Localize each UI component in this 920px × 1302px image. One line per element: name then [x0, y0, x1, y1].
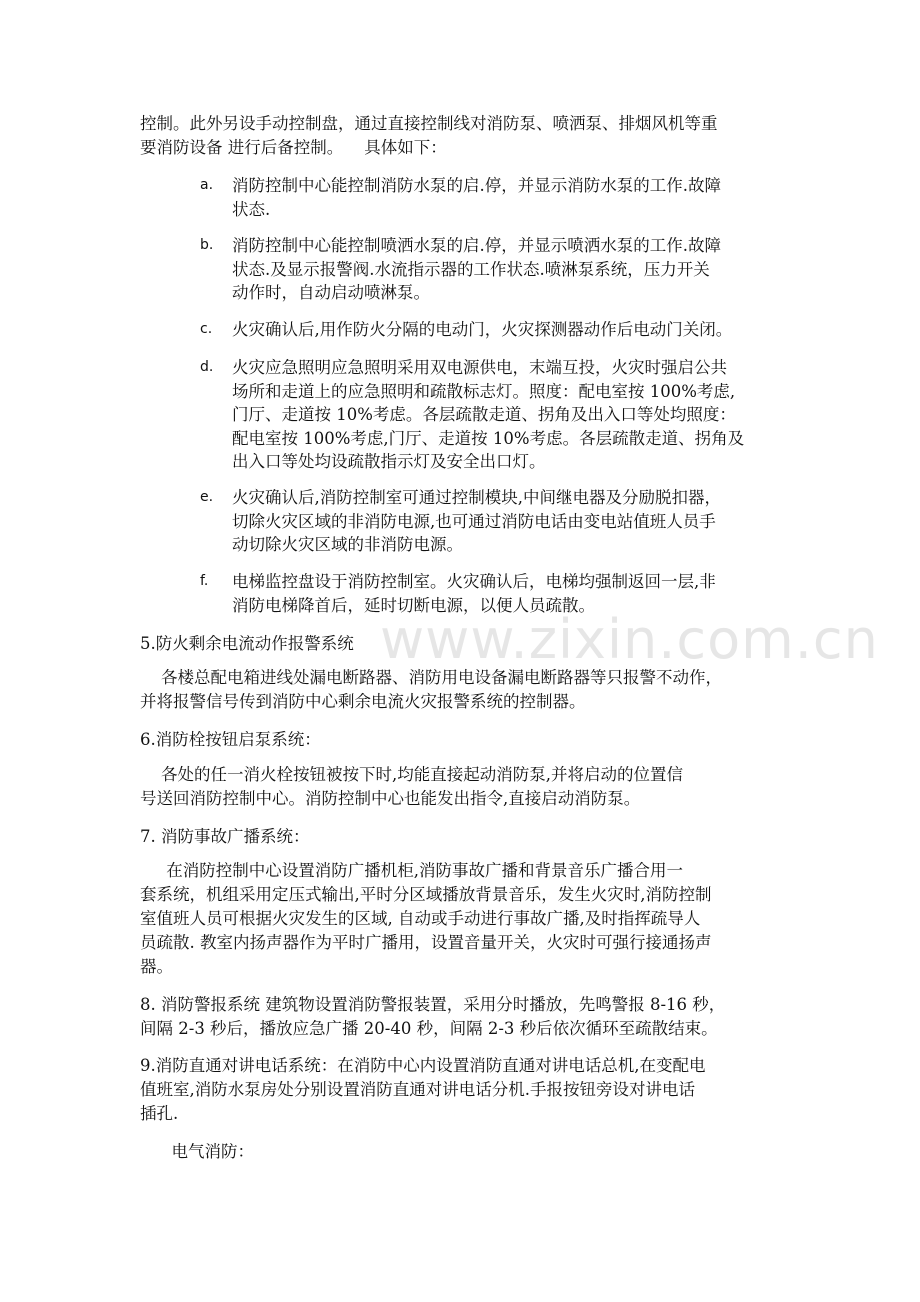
text-line: 状态. — [232, 199, 271, 219]
section-heading: 5.防火剩余电流动作报警系统 — [140, 634, 354, 653]
text-line: 场所和走道上的应急照明和疏散标志灯。照度：配电室按 100%考虑, — [232, 381, 736, 401]
text-line: 器。 — [140, 957, 173, 976]
text-line: 号送回消防控制中心。消防控制中心也能发出指令,直接启动消防泵。 — [140, 789, 641, 808]
section-8 — [140, 993, 795, 1041]
text-line: 电气消防： — [140, 1142, 254, 1161]
section-heading: 6.消防栓按钮启泵系统： — [140, 730, 321, 749]
text-line: 消防控制中心能控制消防水泵的启.停，并显示消防水泵的工作.故障 — [232, 176, 721, 195]
text-line: 套系统，机组采用定压式输出,平时分区域播放背景音乐，发生火灾时,消防控制 — [140, 885, 712, 904]
section-5-body — [140, 666, 795, 714]
watermark: www.zixin.com.cn — [380, 608, 879, 671]
list-marker: b. — [200, 237, 214, 253]
text-line: 插孔. — [140, 1104, 179, 1123]
section-6-title — [140, 728, 795, 752]
list-item-f — [200, 570, 800, 617]
text-line: 动作时，自动启动喷淋泵。 — [232, 283, 430, 302]
list-marker: d. — [200, 359, 214, 375]
text-line: 间隔 2-3 秒后，播放应急广播 20-40 秒，间隔 2-3 秒后依次循环至疏散结束。 — [140, 1019, 718, 1038]
section-7-title — [140, 825, 795, 849]
text-line: 配电室按 100%考虑,门厅、走道按 10%考虑。各层疏散走道、拐角及 — [232, 428, 745, 448]
intro-paragraph — [140, 112, 795, 160]
text-line: 门厅、走道按 10%考虑。各层疏散走道、拐角及出入口等处均照度： — [232, 405, 736, 424]
text-line: 值班室,消防水泵房处分别设置消防直通对讲电话分机.手报按钮旁设对讲电话 — [140, 1080, 695, 1099]
text-line: 消防控制中心能控制喷洒水泵的启.停，并显示喷洒水泵的工作.故障 — [232, 236, 721, 255]
text-line: 在消防控制中心设置消防广播机柜,消防事故广播和背景音乐广播合用一 — [140, 861, 683, 880]
list-marker: c. — [200, 321, 213, 337]
section-6-body — [140, 763, 795, 811]
text-line: 出入口等处均设疏散指示灯及安全出口灯。 — [232, 452, 546, 471]
section-heading: 7. 消防事故广播系统： — [140, 827, 310, 846]
text-line: 火灾确认后,消防控制室可通过控制模块,中间继电器及分励脱扣器， — [232, 488, 721, 507]
section-7-body — [140, 859, 795, 979]
text-line: 控制。此外另设手动控制盘，通过直接控制线对消防泵、喷洒泵、排烟风机等重 — [140, 114, 718, 133]
list-item-e — [200, 486, 800, 557]
text-line: 室值班人员可根据火灾发生的区域, 自动或手动进行事故广播,及时指挥疏导人 — [140, 909, 701, 928]
text-line: 火灾确认后,用作防火分隔的电动门，火灾探测器动作后电动门关闭。 — [232, 320, 733, 339]
list-marker: f. — [200, 573, 209, 589]
text-line: 要消防设备 进行后备控制。 具体如下： — [140, 138, 447, 157]
text-line: 状态.及显示报警阀.水流指示器的工作状态.喷淋泵系统，压力开关 — [232, 259, 710, 279]
text-line: 员疏散. 教室内扬声器作为平时广播用，设置音量开关，火灾时可强行接通扬声 — [140, 933, 712, 952]
section-9 — [140, 1054, 795, 1126]
list-item-c — [200, 318, 800, 342]
text-line: 9.消防直通对讲电话系统：在消防中心内设置消防直通对讲电话总机,在变配电 — [140, 1056, 706, 1075]
text-line: 消防电梯降首后，延时切断电源，以便人员疏散。 — [232, 595, 595, 615]
text-line: 并将报警信号传到消防中心剩余电流火灾报警系统的控制器。 — [140, 692, 586, 711]
list-marker: e. — [200, 489, 214, 505]
text-line: 动切除火灾区域的非消防电源。 — [232, 535, 463, 554]
text-line: 电梯监控盘设于消防控制室。火灾确认后，电梯均强制返回一层,非 — [232, 572, 716, 591]
text-line: 8. 消防警报系统 建筑物设置消防警报装置，采用分时播放，先鸣警报 8-16 秒， — [140, 995, 726, 1014]
list-item-b — [200, 234, 800, 305]
list-item-d — [200, 356, 800, 474]
list-item-a — [200, 174, 800, 221]
text-line: 各处的任一消火栓按钮被按下时,均能直接起动消防泵,并将启动的位置信 — [140, 765, 683, 784]
list-marker: a. — [200, 177, 214, 193]
text-line: 火灾应急照明应急照明采用双电源供电，末端互投，火灾时强启公共 — [232, 358, 727, 377]
text-line: 各楼总配电箱进线处漏电断路器、消防用电设备漏电断路器等只报警不动作， — [140, 668, 722, 687]
section-tail — [140, 1140, 795, 1164]
section-5-title — [140, 632, 795, 656]
text-line: 切除火灾区域的非消防电源,也可通过消防电话由变电站值班人员手 — [232, 511, 716, 531]
